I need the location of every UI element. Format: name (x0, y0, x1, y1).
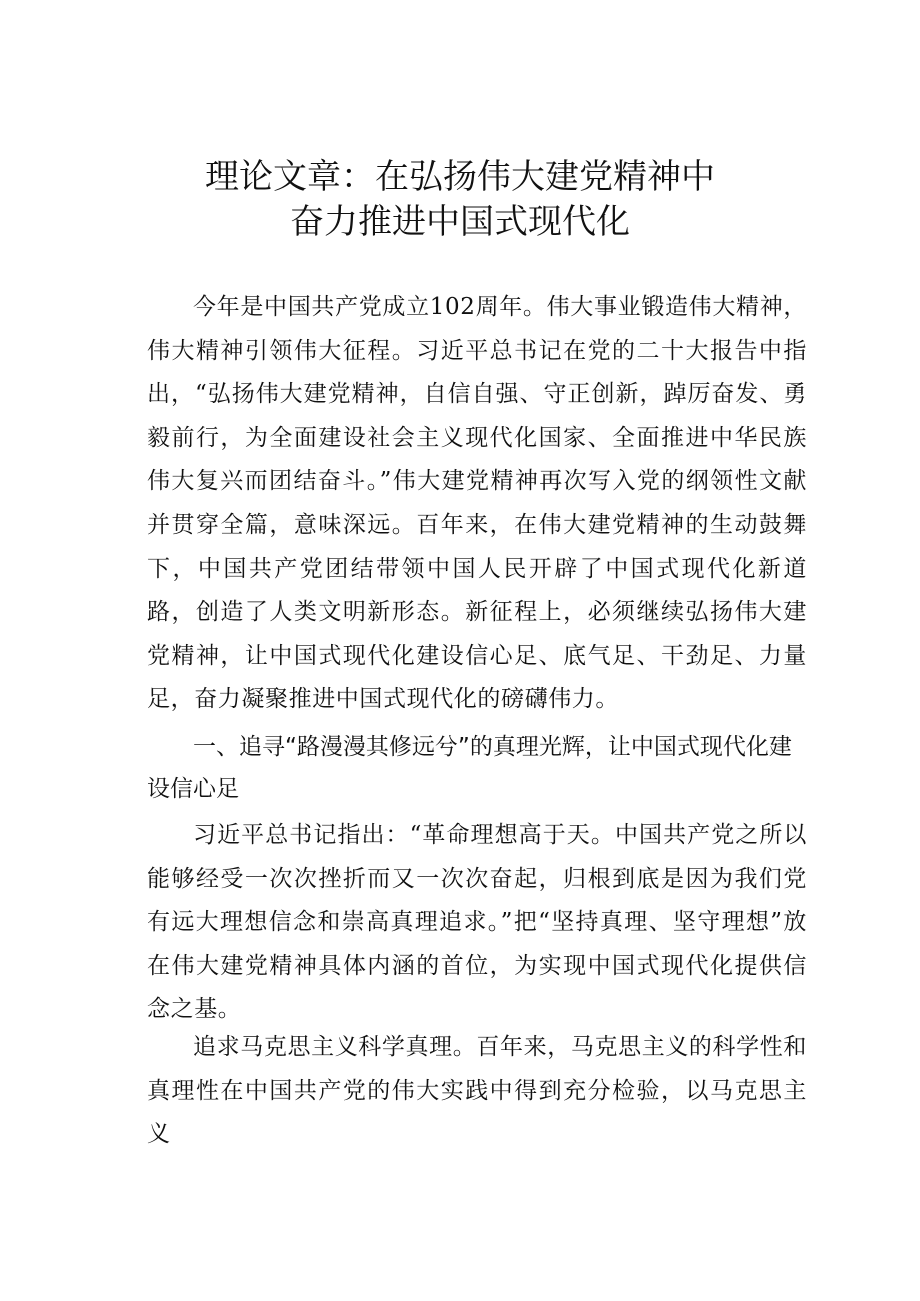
paragraph-intro: 今年是中国共产党成立102周年。伟大事业锻造伟大精神，伟大精神引领伟大征程。习近平总书记在党的二十大报告中指出，“弘扬伟大建党精神，自信自强、守正创新，踔厉奋发、勇毅前行，为全面建设社会主义现代化国家、全面推进中华民族伟大复兴而团结奋斗。”伟大建党精神再次写入党的纲领性文献并贯穿全篇，意味深远。百年来，在伟大建党精神的生动鼓舞下，中国共产党团结带领中国人民开辟了中国式现代化新道路，创造了人类文明新形态。新征程上，必须继续弘扬伟大建党精神，让中国式现代化建设信心足、底气足、干劲足、力量足，奋力凝聚推进中国式现代化的磅礴伟力。 (147, 294, 807, 713)
document-title-line-1: 理论文章：在弘扬伟大建党精神中 (205, 157, 715, 197)
paragraph-section1-2: 追求马克思主义科学真理。百年来，马克思主义的科学性和真理性在中国共产党的伟大实践中得到充分检验，以马克思主义 (147, 1034, 807, 1148)
document-title-line-2: 奋力推进中国式现代化 (290, 202, 630, 242)
section-heading-1: 一、追寻“路漫漫其修远兮”的真理光辉，让中国式现代化建设信心足 (147, 734, 792, 802)
paragraph-section1-1: 习近平总书记指出：“革命理想高于天。中国共产党之所以能够经受一次次挫折而又一次次奋起，归根到底是因为我们党有远大理想信念和崇高真理追求。”把“坚持真理、坚守理想”放在伟大建党精神具体内涵的首位，为实现中国式现代化提供信念之基。 (147, 822, 807, 1023)
